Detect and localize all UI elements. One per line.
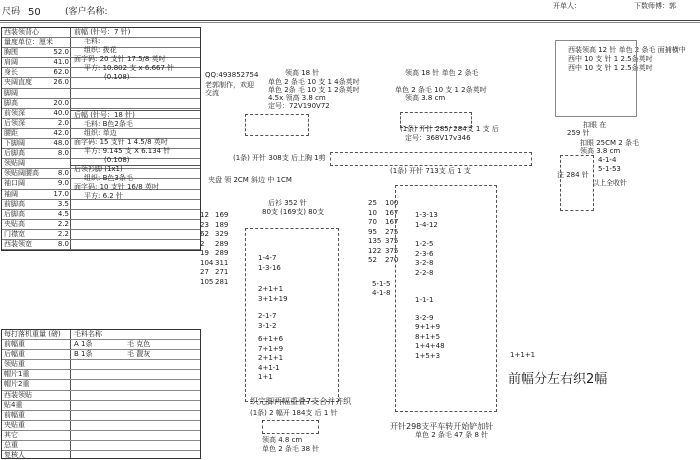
row-count: 104 (200, 258, 214, 267)
row-total: 167 (385, 208, 399, 217)
shaping-step: 1-2-5 (415, 240, 434, 248)
shaping-step: 1-3-16 (258, 263, 281, 272)
spec-value: 40.0 (53, 108, 69, 117)
spec-value: 52.0 (53, 48, 69, 57)
spec-label: 袖阔 (4, 189, 18, 198)
spec-title: 西装领背心 (4, 28, 39, 36)
spec-label: 后脚高 (4, 149, 25, 158)
spec-label: 前领深 (4, 108, 25, 117)
front-panel-line: 平方: 10.802 支 x 6.667 针 (84, 64, 175, 73)
yarn-label: 领贴重 (4, 360, 25, 369)
shaping-step: 2+1+1 (258, 285, 284, 293)
yarn-label: 帽片2重 (4, 380, 30, 389)
shaping-step: 1-4-7 (258, 254, 277, 262)
right-note: 注 284 针 (557, 171, 589, 179)
right-note: 259 针 (567, 129, 590, 137)
back-panel-title: 后幅 (针号：18 针) (74, 111, 135, 119)
size-label: 尺码 (2, 7, 21, 17)
row-total: 271 (215, 268, 229, 276)
row-count: 12 (200, 211, 209, 219)
spec-label: 夹贴高 (4, 219, 25, 228)
shaping-step: 3-2-8 (415, 259, 434, 267)
yarn-row (2, 401, 200, 411)
back-panel-line: 毛料: B色2条毛 (84, 120, 133, 129)
bottom-note: 领高 4.8 cm (262, 436, 303, 444)
shaping-step: 9+1+9 (415, 323, 441, 331)
spec-label: 脚阔 (4, 88, 18, 97)
yarn-label: 其它 (4, 430, 18, 439)
band-note: (1条) 开针 308支 后上胸 1剪 (233, 154, 326, 162)
spec-label: 前脚高 (4, 199, 25, 208)
collar-note: 4.5x 领高 3.8 cm (268, 94, 326, 102)
bottom-note: 单色 2 条毛 47 条 8 针 (415, 431, 489, 439)
right-note: 领高 3.8 cm (580, 147, 621, 155)
spec-value: 9.0 (57, 179, 69, 188)
yarn-title2: 毛料名称 (74, 330, 102, 338)
spec-value: 8.0 (57, 169, 69, 178)
spec-row (2, 89, 200, 99)
collar-note: 单色 2 条毛 10 支 1 4条英吋 (268, 78, 360, 86)
yarn-row (2, 350, 200, 360)
yarn-row (2, 380, 200, 390)
right-note: 扣眼 在 (583, 121, 607, 129)
collar-note: 西中 10 支 针 1 2.5条英吋 (568, 55, 653, 63)
shaping-step: 2+1+1 (258, 354, 284, 362)
bottom-note: (1条) 2 幅开 184支 后 1 针 (250, 409, 338, 417)
shaping-step: 2-1-7 (258, 312, 277, 320)
spec-row (2, 230, 200, 240)
collar-note: 定号：72V190V72 (268, 102, 330, 110)
right-shaping-step: 5-1-53 (598, 165, 621, 173)
spec-value: 2.0 (57, 118, 69, 127)
row-total: 189 (215, 220, 229, 229)
collar-spec (74, 165, 159, 201)
spec-label: 下脚阔 (4, 139, 25, 148)
spec-value: 20.0 (53, 98, 69, 107)
customer-label: (客户名称: (65, 7, 108, 17)
yarn-label: 后幅重 (4, 350, 25, 359)
yarn-label: 西装领贴 (4, 390, 32, 399)
front-panel-title: 前幅 (针号：7 针) (74, 28, 131, 36)
row-total: 275 (385, 227, 399, 236)
yarn-color-b: B 1条 (74, 350, 93, 359)
collar-note: 领高 18 针 单色 2 条毛 (405, 69, 479, 77)
row-total: 289 (215, 249, 229, 257)
shaping-step: 2-3-6 (415, 249, 434, 258)
spec-value: 2.2 (57, 229, 69, 238)
stitch-note: 80支 (169支) 80支 (262, 208, 325, 216)
front-panel-line: 毛料: (84, 37, 101, 46)
collar-note: 西装领高 12 针 单色 2 条毛 面捕横中 (568, 46, 686, 54)
spec-row (2, 220, 200, 230)
back-panel-line: 面字码: 15 支针 1 4.5/8 英吋 (74, 138, 168, 147)
spec-value: 48.0 (53, 139, 69, 148)
spec-value: 42.0 (53, 128, 69, 137)
yarn-label: 总重 (4, 441, 18, 450)
spec-value: 26.0 (53, 78, 69, 87)
back-panel-line: (0.108) (104, 156, 130, 165)
front-panel-outline (395, 185, 497, 412)
spec-unit: 量度单位：厘米 (4, 38, 53, 47)
spec-row (2, 240, 200, 250)
collar-line: 平方: 6.2 针 (84, 192, 123, 201)
right-shaping-step: 1+1+1 (510, 351, 536, 359)
shaping-step: 3-2-9 (415, 313, 434, 322)
shaping-step: 2-2-8 (415, 268, 434, 277)
row-count: 23 (200, 220, 209, 229)
row-total: 270 (385, 256, 399, 264)
shaping-step: 6+1+6 (258, 335, 284, 343)
yarn-row (2, 421, 200, 431)
yarn-row (2, 451, 200, 460)
spec-label: 西装领宽 (4, 239, 32, 248)
spec-label: 领贴阔 (4, 159, 25, 168)
collar-line: 组织: B色3条毛 (84, 174, 133, 183)
yarn-label: 前幅重 (4, 340, 25, 349)
shaping-step: 3-1-2 (258, 321, 277, 330)
credit-note: 老郭制作，欢迎交流 (205, 81, 254, 97)
spec-label: 胸围 (4, 48, 18, 57)
band-note: (1条) 开针 713支 后 1 支 (390, 167, 471, 175)
front-panel-line: 面字码: 20 支针 17.5/8 英吋 (74, 55, 166, 64)
row-total: 167 (385, 218, 399, 226)
collar-note: 单色 2 条毛 10 支 1 2条英吋 (395, 86, 487, 94)
front-panel-line: 组织: 拨花 (84, 46, 117, 55)
collar-note: 领高 18 针 (285, 69, 320, 77)
row-count: 27 (200, 268, 209, 276)
back-panel-line: 平方: 9.145 支 X 6.134 针 (84, 147, 171, 156)
spec-label: 肩阔 (4, 58, 18, 67)
designer-label: 下数师傅：郭 (634, 2, 676, 10)
spec-label: 门襟宽 (4, 229, 25, 238)
spec-value: 8.0 (57, 149, 69, 158)
row-count: 122 (368, 246, 382, 255)
row-count: 2 (200, 239, 205, 248)
header-rule-2 (0, 22, 700, 23)
spec-label: 袖口阔 (4, 179, 25, 188)
spec-value: 2.2 (57, 219, 69, 228)
shaping-step: 3+1+19 (258, 294, 288, 303)
collar-note: 单色 2条 毛 10 支 1 2条英吋 (268, 86, 360, 94)
back-panel-spec (74, 111, 170, 166)
shaping-step: 1-3-13 (415, 211, 438, 219)
row-count: 95 (368, 227, 377, 236)
yarn-row (2, 340, 200, 350)
header-rule (0, 20, 700, 21)
shaping-step: 1+1 (258, 373, 273, 381)
yarn-row (2, 370, 200, 380)
left-number-column (200, 212, 213, 288)
spec-value: 41.0 (53, 58, 69, 67)
row-count: 10 (368, 208, 377, 217)
shaping-note: 织完脚两幅重叠7支合并齐织 (250, 397, 352, 406)
row-total: 375 (385, 246, 399, 255)
bottom-note: 单色 2 条毛 38 针 (262, 445, 320, 453)
front-panel-spec (74, 28, 174, 83)
spec-table (1, 27, 201, 251)
front-panel-line: (0.108) (104, 73, 130, 82)
opener-label: 开单人： (553, 2, 581, 10)
split-note: 前幅分左右织2幅 (508, 372, 608, 387)
yarn-label: 复核人 (4, 451, 25, 460)
yarn-weight-table (1, 329, 201, 459)
spec-value: 62.0 (53, 68, 69, 77)
spec-label: 腰距 (4, 128, 18, 137)
band-note: (1条) 开针 285/ 284支 1 支 后 (400, 125, 499, 133)
yarn-color-a: A 1条 (74, 340, 93, 349)
shaping-step: 1+4+48 (415, 342, 445, 350)
row-count: 19 (200, 249, 209, 257)
qq-note: QQ:493852754 (205, 71, 259, 79)
row-total: 281 (215, 277, 229, 286)
spec-label: 夹阔直度 (4, 78, 32, 87)
collar-piece-outline (555, 40, 637, 117)
yarn-row (2, 441, 200, 451)
row-total: 169 (215, 211, 229, 219)
shaping-step: 5-1-5 (372, 280, 391, 288)
row-count: 135 (368, 237, 382, 245)
mid-number-column (368, 200, 381, 267)
row-count: 105 (200, 277, 214, 286)
stitch-note: 后衫 352 针 (268, 199, 307, 207)
band-outline (330, 152, 532, 166)
right-note: 以上全收针 (592, 179, 627, 187)
yarn-label: 帽片1重 (4, 370, 30, 379)
shaping-step: 4+1-1 (258, 363, 280, 372)
left-shaping-steps (258, 255, 288, 384)
row-total: 375 (385, 237, 399, 245)
size-value: 50 (28, 7, 41, 18)
hem-band-outline (262, 420, 319, 434)
spec-value: 4.5 (57, 209, 69, 218)
row-total: 329 (215, 230, 229, 238)
band-note: 定号：368V17v346 (405, 134, 471, 142)
yarn-color-a-name: 毛 克色 (127, 340, 151, 349)
row-total: 289 (215, 239, 229, 248)
shaping-step: 1+5+3 (415, 351, 441, 360)
spec-value: 17.0 (53, 189, 69, 198)
yarn-label: 夹贴重 (4, 420, 25, 429)
shaping-step: 4-1-8 (372, 289, 391, 297)
yarn-row (2, 391, 200, 401)
spec-label: 后脚高 (4, 209, 25, 218)
yarn-title: 每打落机重量 (磅) (4, 330, 61, 338)
yarn-color-b-name: 毛 靓灰 (127, 350, 151, 359)
row-count: 70 (368, 218, 377, 226)
back-panel-line: 组织: 单边 (84, 129, 117, 138)
right-shaping-step: 4-1-4 (598, 156, 617, 164)
spec-label: 后领深 (4, 118, 25, 127)
collar-piece-outline (245, 114, 309, 136)
spec-row (2, 99, 200, 109)
shaping-step: 1-4-12 (415, 220, 438, 229)
band-note: 夹盘 领 2CM 斜边 中 1CM (208, 176, 292, 184)
yarn-title-row (2, 330, 200, 340)
shaping-step: 7+1+9 (258, 344, 284, 353)
collar-note: 西中 10 支 针 1 2.5条英吋 (568, 64, 653, 72)
spec-label: 脚高 (4, 98, 18, 107)
row-count: 25 (368, 199, 377, 207)
yarn-row (2, 360, 200, 370)
left-number-column-2 (215, 212, 228, 288)
shaping-step: 1-1-1 (415, 296, 434, 304)
spec-value: 8.0 (57, 239, 69, 248)
collar-title: 后领衫脚 (1x1) (74, 165, 123, 173)
shaping-step: 8+1+5 (415, 332, 441, 341)
bottom-note: 开针298支平车转开始铲加针 (390, 422, 494, 431)
yarn-row (2, 431, 200, 441)
row-count: 52 (368, 256, 377, 264)
right-note: 扣眼 25CM 2 条毛 (580, 139, 639, 147)
spec-label: 身长 (4, 68, 18, 77)
right-panel-outline (560, 155, 594, 211)
row-total: 100 (385, 199, 399, 207)
yarn-label: 前幅重 (4, 410, 25, 419)
yarn-label: 贴4重 (4, 400, 23, 409)
spec-value: 3.5 (57, 199, 69, 208)
spec-row (2, 210, 200, 220)
yarn-row (2, 411, 200, 421)
collar-note: 领高 3.8 cm (405, 94, 446, 102)
collar-line: 面字码: 10 支针 16/8 英吋 (74, 183, 159, 192)
spec-label: 领贴阔腰高 (4, 169, 39, 178)
row-count: 62 (200, 230, 209, 238)
row-total: 311 (215, 258, 229, 267)
mid-shaping-steps (415, 212, 445, 362)
